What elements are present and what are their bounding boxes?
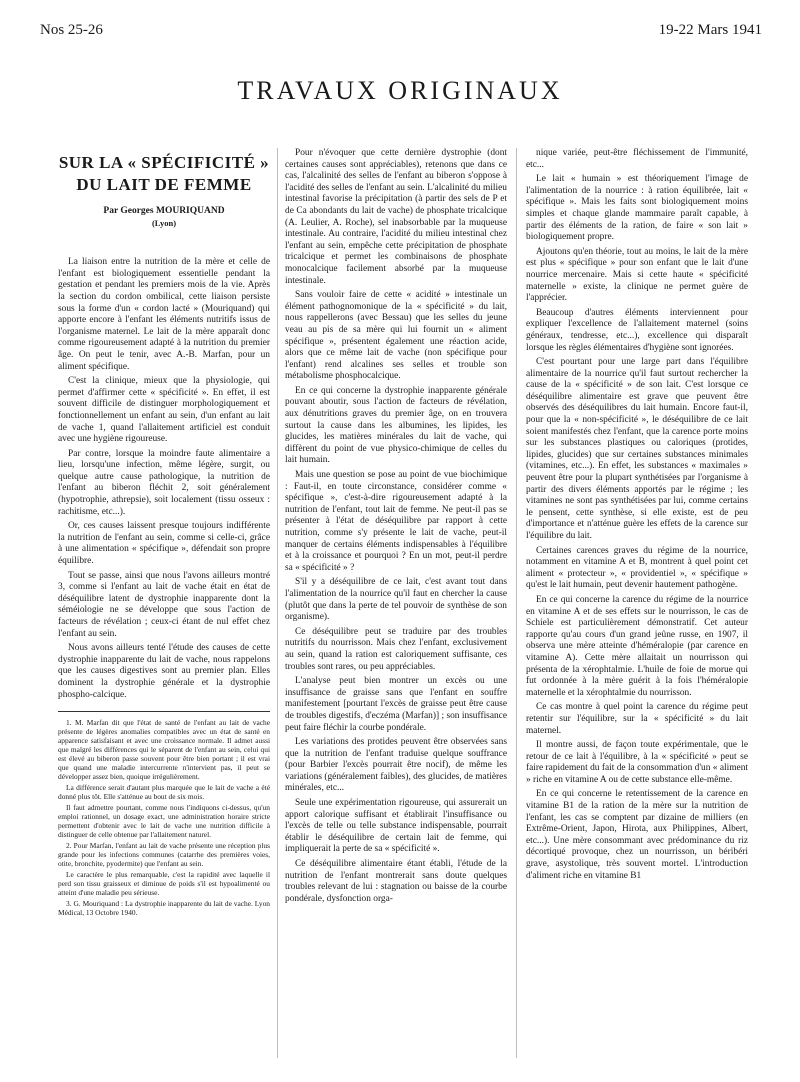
footnote: La différence serait d'autant plus marquée que le lait de vache a été donné plus tôt. Elle s'atténue au bout de six mois. — [58, 783, 270, 802]
paragraph: Seule une expérimentation rigoureuse, qui assurerait un apport calorique suffisant et établirait l'insuffisance ou l'excès de telle ou telle substance indispensable, pourrait établir le déséquilibre de certain lait de femme, qui impliquerait la perte de sa « spécificité ». — [285, 798, 507, 855]
footnote: Le caractère le plus remarquable, c'est la rapidité avec laquelle il perd son tissu graisseux et diminue de poids s'il est hypoalimenté ou atteint d'une maladie peu sérieuse. — [58, 870, 270, 898]
paragraph: C'est la clinique, mieux que la physiologie, qui permet d'affirmer cette « spécificité ». En effet, il est souvent difficile de distinguer morphologiquement et fonctionnellement un enfant au sein, d'un enfant au lait de vache 1, quand l'allaitement artificiel est conduit avec une hygiène rigoureuse. — [58, 376, 270, 445]
paragraph: Mais une question se pose au point de vue biochimique : Faut-il, en toute circonstance, considérer comme « spécifique », c'est-à-dire rigoureusement adapté à la nutrition de l'enfant, tout lait de femme. Ne peut-il pas se présenter à l'état de déséquilibre par rapport à cette nutrition, comme s'y présente le lait de vache, peut-il manquer de certains éléments indispensables à l'équilibre et à la croissance et pourquoi ? En un mot, peut-il perdre sa « spécificité » ? — [285, 470, 507, 573]
article-author: Par Georges MOURIQUAND — [103, 206, 225, 216]
paragraph: Ce déséquilibre alimentaire étant établi, l'étude de la nutrition de l'enfant montrerait sans doute quelques troubles relevant de lui : stagnation ou baisse de la courbe pondérale, dysfonction orga- — [285, 859, 507, 904]
paragraph: La liaison entre la nutrition de la mère et celle de l'enfant est biologiquement essentielle pendant la gestation et pendant les premiers mois de la vie. Après la section du cordon ombilical, cette liaison persiste sous la forme d'un « cordon lacté » (Mouriquand) qui apporte encore à l'enfant les éléments nutritifs issus de l'organisme maternel. Le lait de la mère apparaît donc comme rigoureusement adapté à la nutrition du premier âge. On peut le tenir, avec A.-B. Marfan, pour un aliment spécifique. — [58, 257, 270, 372]
paragraph: En ce qui concerne la dystrophie inapparente générale pouvant aboutir, sous l'action de facteurs de révélation, aux dénutritions graves du premier âge, on en trouvera surtout la cause dans les albumines, les lipides, les glucides, les matières minérales du lait de vache, qui diffèrent du point de vue physico-chimique de celles du lait humain. — [285, 385, 507, 466]
running-header — [40, 22, 762, 42]
footnote-rule — [58, 711, 270, 712]
author-affiliation: (Lyon) — [151, 217, 177, 228]
paragraph: nique variée, peut-être fléchissement de l'immunité, etc... — [526, 148, 748, 170]
paragraph: Sans vouloir faire de cette « acidité » intestinale un élément pathognomonique de la « spécificité » du lait, nous rappellerons (avec Bessau) que les selles du jeune veau au pis de sa mère qui lui fournit un « aliment spécifique », présentent également une réaction acide, alors que ce même lait de vache (non spécifique pour l'enfant) rend alcalines ses selles et trouble son métabolisme phosphocalcique. — [285, 290, 507, 382]
column-1-body — [58, 257, 270, 701]
paragraph: Le lait « humain » est théoriquement l'image de l'alimentation de la nourrice : à ration équilibrée, lait « spécifique ». Mais les faits sont biologiquement moins simples et chaque glande mammaire paraît capable, à partir des éléments de la ration, de faire « son lait » biologiquement propre. — [526, 174, 748, 243]
column-divider — [277, 148, 278, 1058]
footnotes — [58, 718, 270, 917]
issue-number: Nos 25-26 — [40, 22, 103, 38]
footnote: Il faut admettre pourtant, comme nous l'indiquons ci-dessus, qu'un emploi rationnel, un dosage exact, une administration horaire stricte permettent d'obtenir avec le lait de vache une nutrition difficile à distinguer de celle obtenue par l'allaitement naturel. — [58, 803, 270, 840]
paragraph: Les variations des protides peuvent être observées sans que la nutrition de l'enfant traduise quelque souffrance (pour Barbier l'excès pourrait être nocif), de même les variations (généralement faibles), des glucides, de matières minérales, etc... — [285, 737, 507, 794]
paragraph: S'il y a déséquilibre de ce lait, c'est avant tout dans l'alimentation de la nourrice qu'il faut en chercher la cause (plutôt que dans la perte de tel pouvoir de synthèse de son organisme). — [285, 577, 507, 623]
paragraph: Pour n'évoquer que cette dernière dystrophie (dont certaines causes sont appréciables), retenons que dans ce cas, l'alcalinité des selles de l'enfant au biberon s'oppose à l'acidité des selles de l'enfant au sein. L'alcalinité du milieu intestinal favorise la précipitation (à partir des sels de P et de Ca abondants du lait de vache) de phosphate tricalcique (A. Leulier, A. Roche), sel inabsorbable par la muqueuse intestinale. Au contraire, l'acidité du milieu intestinal chez l'enfant au sein, empêche cette précipitation de phosphate tricalcique et permet les combinaisons de phosphate monocalcique facilement absorbé par la muqueuse intestinale. — [285, 148, 507, 286]
paragraph: Ajoutons qu'en théorie, tout au moins, le lait de la mère est plus « spécifique » pour son enfant que le lait d'une nourrice mercenaire. Mais si cette haute « spécificité maternelle » existe, la clinique ne permet guère de l'apprécier. — [526, 246, 748, 304]
paragraph: En ce qui concerne le retentissement de la carence en vitamine B1 de la ration de la mère sur la nutrition de l'enfant, les cas se comptent par dizaine de milliers (en Extrême-Orient, Japon, Hirota, aux Philippines, Albert, etc...). Une mère consommant avec prédominance du riz décortiqué provoque, chez un nourrisson, un béribéri grave, asystolique, très souvent mortel. L'introduction d'aliment riche en vitamine B1 — [526, 789, 748, 881]
footnote: 1. M. Marfan dit que l'état de santé de l'enfant au lait de vache présente de légères anomalies compatibles avec un état de santé en apparence satisfaisant et avec une croissance normale. Il admet aussi que malgré les différences qui le séparent de l'enfant au sein, celui qui est élevé au biberon passe souvent pour être bien portant ; il est vrai que quand une maladie intercurrente n'intervient pas, il peut se développer assez bien, quoique irrégulièrement. — [58, 718, 270, 782]
article-title-line: DU LAIT DE FEMME — [76, 175, 252, 194]
paragraph: Il montre aussi, de façon toute expérimentale, que le retour de ce lait à l'équilibre, à la « spécificité » peut se faire rapidement du fait de la consommation d'un « aliment » riche en vitamine A ou de cette substance elle-même. — [526, 740, 748, 785]
column-1 — [58, 148, 270, 1058]
paragraph: Par contre, lorsque la moindre faute alimentaire a lieu, lorsqu'une infection, même légère, surgit, ou quelque autre cause pathologique, la nutrition de l'enfant au biberon fléchit 2, soit généralement (hypotrophie, athrepsie), soit localement (tissu osseux : rachitisme, etc...). — [58, 448, 270, 517]
issue-date: 19-22 Mars 1941 — [658, 22, 762, 38]
column-2 — [285, 148, 507, 1058]
column-divider — [516, 148, 517, 1058]
article-title — [58, 152, 270, 196]
paragraph: Beaucoup d'autres éléments interviennent pour expliquer l'excellence de l'allaitement maternel (soins généraux, tendresse, etc...), excellence qui disparaît lorsque les règles élémentaires d'hygiène sont ignorées. — [526, 307, 748, 353]
footnote: 2. Pour Marfan, l'enfant au lait de vache présente une réception plus grande pour les infections communes (catarrhe des premières voies, otite, bronchite, pyodermite) que l'enfant au sein. — [58, 841, 270, 869]
section-title: TRAVAUX ORIGINAUX — [237, 76, 563, 105]
paragraph: C'est pourtant pour une large part dans l'équilibre alimentaire de la nourrice qu'il faut surtout rechercher la cause de la « spécificité » de son lait. C'est lorsque ce déséquilibre alimentaire est grave que peuvent être observés des déséquilibres du lait humain. Encore faut-il, pour que la « non-spécificité », le déséquilibre de ce lait soient manifestés chez l'enfant, que la carence porte moins sur les substances plastiques ou caloriques (protides, lipides, glucides) que sur certaines substances minimales (vitamines, etc...). En effet, les substances « maximales » peuvent être pour la plupart synthétisées par l'organisme à partir des divers éléments apportés par le régime ; les vitamines ne sont pas synthétisées par lui, comme certains le pensent, cette synthèse, si elle existe, est de peu d'importance et n'atténue guère les effets de la carence sur l'équilibre du lait. — [526, 357, 748, 541]
paragraph: Or, ces causes laissent presque toujours indifférente la nutrition de l'enfant au sein, comme si celle-ci, grâce à une alimentation « spécifique », défendait son propre équilibre. — [58, 521, 270, 567]
footnote: 3. G. Mouriquand : La dystrophie inapparente du lait de vache. Lyon Médical, 13 Octobre 1940. — [58, 899, 270, 918]
article-title-line: SUR LA « SPÉCIFICITÉ » — [58, 153, 270, 172]
paragraph: Ce cas montre à quel point la carence du régime peut retentir sur l'équilibre, sur la « spécificité » du lait maternel. — [526, 702, 748, 736]
paragraph: En ce qui concerne la carence du régime de la nourrice en vitamine A et de ses effets sur le nourrisson, le cas de Schiele est particulièrement démonstratif. Cet auteur rapporte qu'au cours d'un grand jeûne russe, en 1907, il observa une mère atteinte d'héméralopie (par carence en vitamine A). Cette mère allaitait un nourrisson qui présenta de la xérophtalmie. L'huile de foie de morue qui fut ordonnée à la mère guérit à la fois l'héméralopie maternelle et la xérophtalmie du nourrisson. — [526, 594, 748, 698]
paragraph: L'analyse peut bien montrer un excès ou une insuffisance de graisse sans que l'enfant en souffre manifestement [pourtant l'excès de graisse peut être cause de troubles digestifs, d'eczéma (Marfan)] ; son insuffisance peut faire fléchir la courbe pondérale. — [285, 676, 507, 733]
paragraph: Nous avons ailleurs tenté l'étude des causes de cette dystrophie inapparente du lait de vache, nous rappelons que les causes digestives sont au premier plan. Elles dominent la dystrophie générale et la dystrophie phospho-calcique. — [58, 643, 270, 700]
paragraph: Certaines carences graves du régime de la nourrice, notamment en vitamine A et B, montrent à quel point cet aliment « protecteur », « providentiel », « spécifique » qu'est le lait humain, peut devenir hautement pathogène. — [526, 545, 748, 591]
paragraph: Tout se passe, ainsi que nous l'avons ailleurs montré 3, comme si l'enfant au lait de vache était en état de déséquilibre latent de dystrophie inapparente dont la séméiologie ne se développe que sous l'action de facteurs de révélation ; ceux-ci étant de nul effet chez l'enfant au sein. — [58, 570, 270, 639]
column-3 — [526, 148, 748, 1058]
paragraph: Ce déséquilibre peut se traduire par des troubles nutritifs du nourrisson. Mais chez l'enfant, exclusivement au sein, quand la ration est caloriquement suffisante, ces troubles sont rares, ou peu appréciables. — [285, 626, 507, 672]
